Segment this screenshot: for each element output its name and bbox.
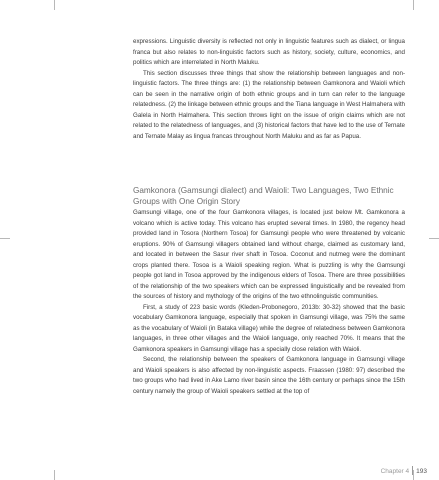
section-heading: Gamkonora (Gamsungi dialect) and Waioli: Two Languages, Two Ethnic Groups with One Origin Story [133,186,394,206]
crop-mark-right-mid [429,238,439,239]
crop-mark-left-mid [0,238,10,239]
paragraph: Second, the relationship between the speakers of Gamkonora language in Gamsungi village and Waioli speakers is also affected by non-linguistic aspects. Fraassen (1980: 97) described the two groups who had lived in Ake Lamo river basin since the 16th century or perhaps since the 15th century namely the group of Waioli speakers settled at the top of [133,356,405,395]
footer-divider [412,466,413,475]
page-footer [381,466,427,475]
body-text-bottom [133,208,405,397]
paragraph: First, a study of 223 basic words (Kleden-Probonegoro, 2013b: 30-32) showed that the basic vocabulary Gamkonora language, especially that spoken in Gamsungi village, was 75% the same as the vocabulary of Waioli (in Bataka village) while the degree of relatedness between Gamkonora languages, in three other villages and the Waioli language, only reached 70%. It means that the Gamkonora speakers in Gamsungi village has a specially close relation with Waioli. [133,303,405,353]
paragraph: expressions. Linguistic diversity is reflected not only in linguistic features such as dialect, or lingua franca but also relates to non-linguistic factors such as history, society, culture, economics, and politics which are interrelated in North Maluku. [133,38,405,66]
page-number: 193 [416,468,427,475]
crop-mark-top-right [413,0,414,10]
crop-mark-top-left [54,0,55,10]
body-text-top [133,37,405,142]
crop-mark-bottom-left [54,470,55,480]
paragraph: Gamsungi village, one of the four Gamkonora villages, is located just below Mt. Gamkonora a volcano which is active today. This volcano has erupted several times. In 1980, the regency head provided land in Tosora (Northern Tosoa) for Gamsungi people who were threatened by volcanic eruptions. 90% of Gamsungi villagers obtained land without charge, claimed as customary land, and located in between the Sasur river shaft in Tosoa. Coconut and nutmeg were the dominant crops planted there. Tosoa is a Waioli speaking region. What is puzzling is why the Gamsungi people got land in Tosoa approved by the indigenous elders of Tosoa. There are three possibilities of the relationship of the two speakers which can be expressed linguistically and be revealed from the sources of history and mythology of the origins of the two ethnolinguistic communities. [133,209,405,300]
paragraph: This section discusses three things that show the relationship between languages and non-linguistic factors. The three things are: (1) the relationship between Gamkonora and Waioli which can be seen in the narrative origin of both ethnic groups and in turn can refer to the language relatedness. (2) the linkage between ethnic groups and the Tiana language in West Halmahera with Galela in North Halmahera. This section throws light on the issue of origin claims which are not related to the relatedness of languages, and (3) historical factors that have led to the use of Ternate and Ternate Malay as lingua francas throughout North Maluku and as far as Papua. [133,69,405,140]
chapter-label: Chapter 4 [380,468,410,475]
